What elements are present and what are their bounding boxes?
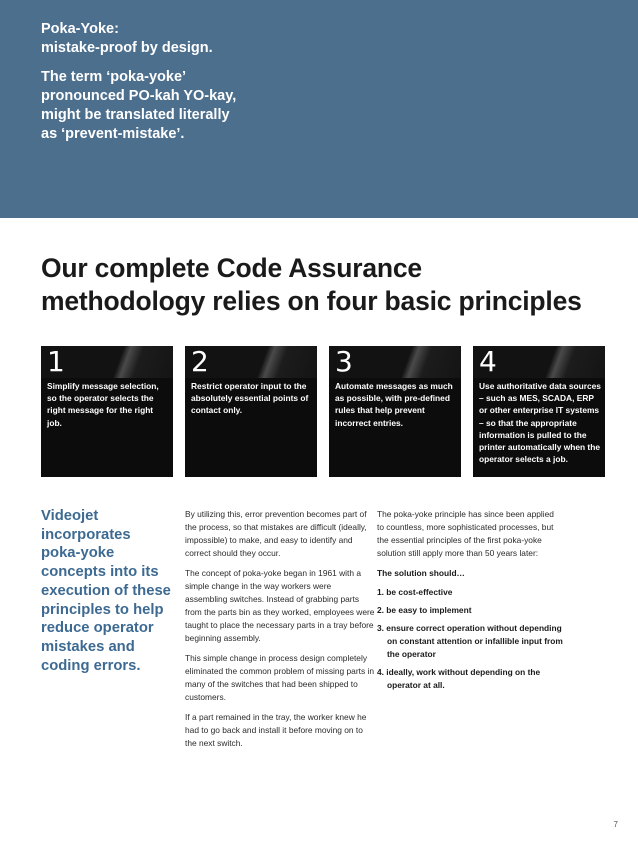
page-number: 7: [613, 820, 618, 829]
principle-card-4: [473, 346, 605, 477]
headline-line: Our complete Code Assurance: [41, 253, 422, 283]
banner-intro-line: pronounced PO-kah YO-kay,: [41, 88, 237, 104]
body-column-middle: [185, 508, 375, 757]
principle-card-3: [329, 346, 461, 477]
principle-card-2: [185, 346, 317, 477]
banner-text: [41, 20, 341, 144]
header-banner: [0, 0, 638, 218]
principle-text: Simplify message selection, so the operator selects the right message for the right job.: [47, 381, 159, 428]
banner-intro-line: might be translated literally: [41, 107, 230, 123]
list-item: 3. ensure correct operation without depending on constant attention or infallible input from the operator: [377, 623, 563, 659]
banner-intro-line: as ‘prevent-mistake’.: [41, 126, 185, 142]
banner-intro-line: The term ‘poka-yoke’: [41, 69, 187, 85]
body-paragraph: The concept of poka-yoke began in 1961 with a simple change in the way workers were assembling switches. Instead of grabbing parts from the parts bin as they worked, employees were taught to place the necessary parts in a tray before beginning assembly.: [185, 568, 375, 643]
banner-title-line: Poka-Yoke:: [41, 21, 119, 37]
list-item: 2. be easy to implement: [377, 605, 472, 615]
banner-title-line: mistake-proof by design.: [41, 40, 213, 56]
solution-label: The solution should…: [377, 568, 465, 578]
principle-card-1: [41, 346, 173, 477]
headline-line: methodology relies on four basic principles: [41, 286, 582, 316]
page-headline: [41, 252, 621, 318]
principle-number: 1: [47, 346, 65, 378]
pull-quote: Videojet incorporates poka-yoke concepts into its execution of these principles to help reduce operator mistakes and coding errors.: [41, 508, 171, 674]
solution-list: [377, 586, 563, 692]
principle-text: Automate messages as much as possible, with pre-defined rules that help prevent incorrect entries.: [335, 381, 453, 428]
body-paragraph: The poka-yoke principle has since been applied to countless, more sophisticated processes, but the essential principles of the first poka-yoke solution still apply more than 50 years later:: [377, 509, 554, 558]
list-item: 4. ideally, work without depending on the operator at all.: [377, 667, 541, 690]
principle-text: Restrict operator input to the absolutely essential points of contact only.: [191, 381, 309, 416]
body-paragraph: By utilizing this, error prevention becomes part of the process, so that mistakes are difficult (ideally, impossible) to make, and easy to identify and correct should they occur.: [185, 509, 367, 558]
body-paragraph: If a part remained in the tray, the worker knew he had to go back and install it before moving on to the next switch.: [185, 712, 367, 748]
principle-number: 4: [479, 346, 497, 378]
body-paragraph: This simple change in process design completely eliminated the common problem of missing parts in many of the switches that had been shipped to customers.: [185, 653, 374, 702]
principle-number: 2: [191, 346, 209, 378]
body-column-right: [377, 508, 563, 697]
list-item: 1. be cost-effective: [377, 587, 453, 597]
principle-text: Use authoritative data sources – such as MES, SCADA, ERP or other enterprise IT systems – so that the appropriate information is pulled to the printer automatically when the operator selects a job.: [479, 381, 601, 465]
principle-number: 3: [335, 346, 353, 378]
